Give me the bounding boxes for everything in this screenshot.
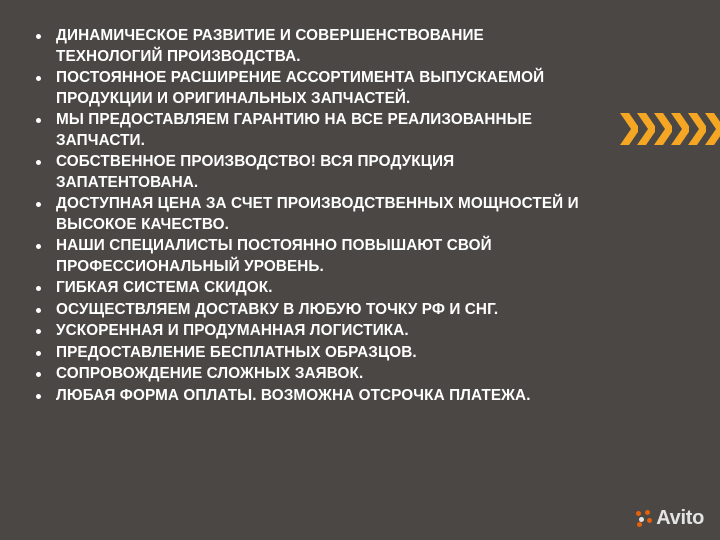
- list-item: МЫ ПРЕДОСТАВЛЯЕМ ГАРАНТИЮ НА ВСЕ РЕАЛИЗОВАННЫЕ ЗАПЧАСТИ.: [30, 110, 590, 151]
- chevron-right-icon: [703, 112, 720, 146]
- list-item: УСКОРЕННАЯ И ПРОДУМАННАЯ ЛОГИСТИКА.: [30, 321, 590, 342]
- list-item: ОСУЩЕСТВЛЯЕМ ДОСТАВКУ В ЛЮБУЮ ТОЧКУ РФ И СНГ.: [30, 300, 590, 321]
- advantages-list: [30, 26, 590, 407]
- list-item: ДОСТУПНАЯ ЦЕНА ЗА СЧЕТ ПРОИЗВОДСТВЕННЫХ МОЩНОСТЕЙ И ВЫСОКОЕ КАЧЕСТВО.: [30, 194, 590, 235]
- list-item: ЛЮБАЯ ФОРМА ОПЛАТЫ. ВОЗМОЖНА ОТСРОЧКА ПЛАТЕЖА.: [30, 386, 590, 407]
- list-item: СОБСТВЕННОЕ ПРОИЗВОДСТВО! ВСЯ ПРОДУКЦИЯ ЗАПАТЕНТОВАНА.: [30, 152, 590, 193]
- list-item: ПОСТОЯННОЕ РАСШИРЕНИЕ АССОРТИМЕНТА ВЫПУСКАЕМОЙ ПРОДУКЦИИ И ОРИГИНАЛЬНЫХ ЗАПЧАСТЕЙ.: [30, 68, 590, 109]
- watermark-label: Avito: [656, 507, 704, 529]
- list-item: СОПРОВОЖДЕНИЕ СЛОЖНЫХ ЗАЯВОК.: [30, 364, 590, 385]
- list-item: ДИНАМИЧЕСКОЕ РАЗВИТИЕ И СОВЕРШЕНСТВОВАНИЕ ТЕХНОЛОГИЙ ПРОИЗВОДСТВА.: [30, 26, 590, 67]
- list-item: ПРЕДОСТАВЛЕНИЕ БЕСПЛАТНЫХ ОБРАЗЦОВ.: [30, 343, 590, 364]
- avito-dots-logo-icon: [636, 510, 653, 527]
- list-item: НАШИ СПЕЦИАЛИСТЫ ПОСТОЯННО ПОВЫШАЮТ СВОЙ ПРОФЕССИОНАЛЬНЫЙ УРОВЕНЬ.: [30, 236, 590, 277]
- chevron-arrows-decoration: [618, 112, 720, 146]
- list-item: ГИБКАЯ СИСТЕМА СКИДОК.: [30, 278, 590, 299]
- avito-watermark: [636, 507, 704, 530]
